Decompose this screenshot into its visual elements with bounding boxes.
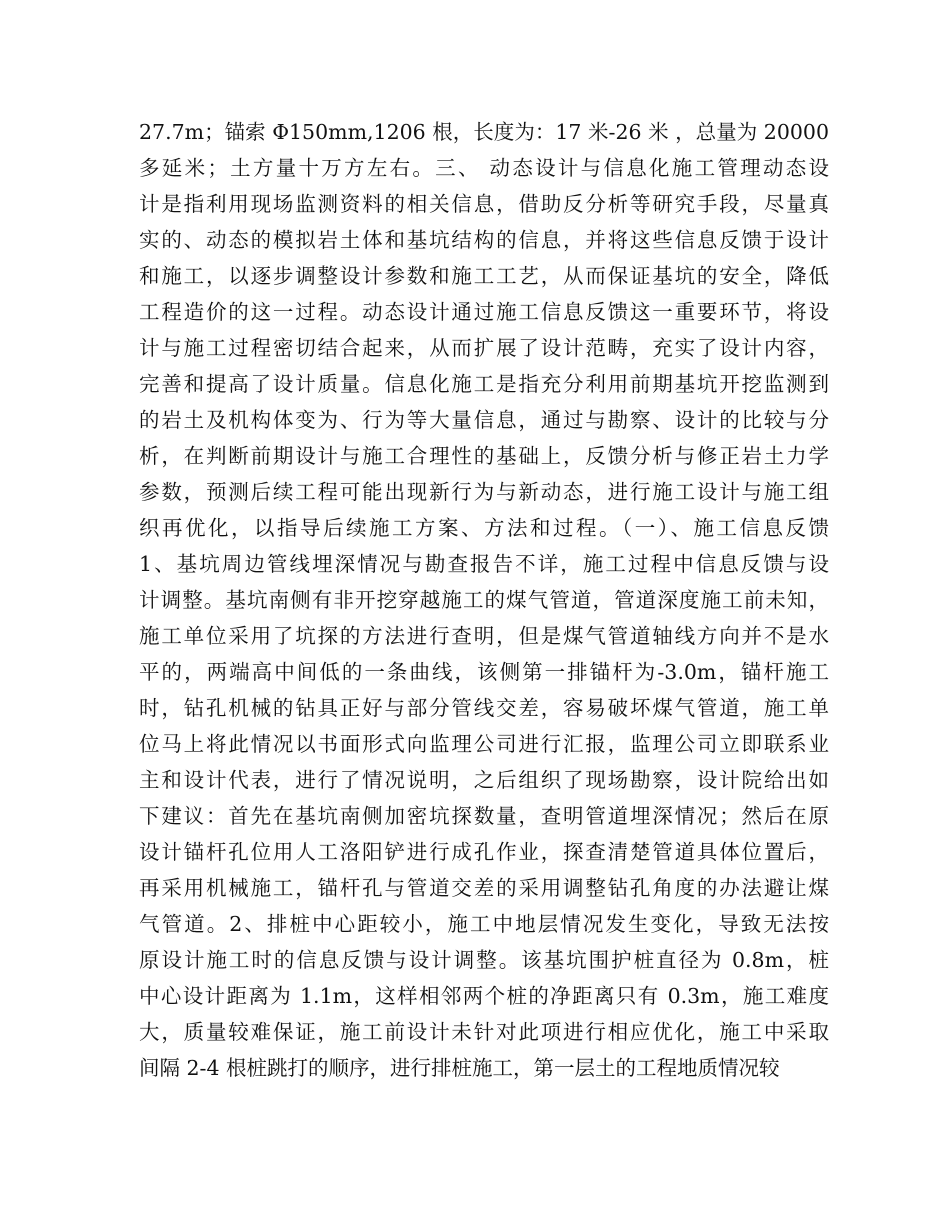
- text-line: 施工单位采用了坑探的方法进行查明，但是煤气管道轴线方向并不是水: [139, 624, 829, 648]
- text-line: 设计锚杆孔位用人工洛阳铲进行成孔作业，探查清楚管道具体位置后，: [139, 840, 829, 864]
- text-line: 大，质量较难保证，施工前设计未针对此项进行相应优化，施工中采取: [139, 1020, 829, 1044]
- text-line: 中心设计距离为 1.1m，这样相邻两个桩的净距离只有 0.3m，施工难度: [139, 984, 829, 1008]
- text-line: 计调整。基坑南侧有非开挖穿越施工的煤气管道，管道深度施工前未知，: [139, 588, 829, 612]
- text-line: 位马上将此情况以书面形式向监理公司进行汇报，监理公司立即联系业: [139, 732, 829, 756]
- text-line: 实的、动态的模拟岩土体和基坑结构的信息，并将这些信息反馈于设计: [139, 228, 829, 252]
- text-line: 27.7m；锚索 Φ150mm,1206 根，长度为：17 米-26 米 ，总量为 20000: [139, 120, 829, 144]
- text-line: 计是指利用现场监测资料的相关信息，借助反分析等研究手段，尽量真: [139, 192, 829, 216]
- text-line: 完善和提高了设计质量。信息化施工是指充分利用前期基坑开挖监测到: [139, 372, 829, 396]
- text-line: 主和设计代表，进行了情况说明，之后组织了现场勘察，设计院给出如: [139, 768, 829, 792]
- text-line: 1、基坑周边管线埋深情况与勘查报告不详，施工过程中信息反馈与设: [139, 552, 829, 576]
- text-line: 再采用机械施工，锚杆孔与管道交差的采用调整钻孔角度的办法避让煤: [139, 876, 829, 900]
- text-line: 下建议：首先在基坑南侧加密坑探数量，查明管道埋深情况；然后在原: [139, 804, 829, 828]
- text-line: 原设计施工时的信息反馈与设计调整。该基坑围护桩直径为 0.8m，桩: [139, 948, 829, 972]
- text-line: 织再优化，以指导后续施工方案、方法和过程。（一）、施工信息反馈: [139, 516, 829, 540]
- text-line: 间隔 2-4 根桩跳打的顺序，进行排桩施工，第一层土的工程地质情况较: [139, 1056, 780, 1080]
- text-line: 的岩土及机构体变为、行为等大量信息，通过与勘察、设计的比较与分: [139, 408, 829, 432]
- text-line: 平的，两端高中间低的一条曲线，该侧第一排锚杆为-3.0m，锚杆施工: [139, 660, 829, 684]
- text-line: 和施工，以逐步调整设计参数和施工工艺，从而保证基坑的安全，降低: [139, 264, 829, 288]
- body-text: [139, 114, 829, 1086]
- text-line: 时，钻孔机械的钻具正好与部分管线交差，容易破坏煤气管道，施工单: [139, 696, 829, 720]
- text-line: 多延米；土方量十万方左右。三、 动态设计与信息化施工管理动态设: [139, 156, 829, 180]
- text-line: 析，在判断前期设计与施工合理性的基础上，反馈分析与修正岩土力学: [139, 444, 829, 468]
- text-line: 计与施工过程密切结合起来，从而扩展了设计范畴，充实了设计内容，: [139, 336, 829, 360]
- text-line: 工程造价的这一过程。动态设计通过施工信息反馈这一重要环节，将设: [139, 300, 829, 324]
- text-line: 参数，预测后续工程可能出现新行为与新动态，进行施工设计与施工组: [139, 480, 829, 504]
- text-line: 气管道。2、排桩中心距较小，施工中地层情况发生变化，导致无法按: [139, 912, 829, 936]
